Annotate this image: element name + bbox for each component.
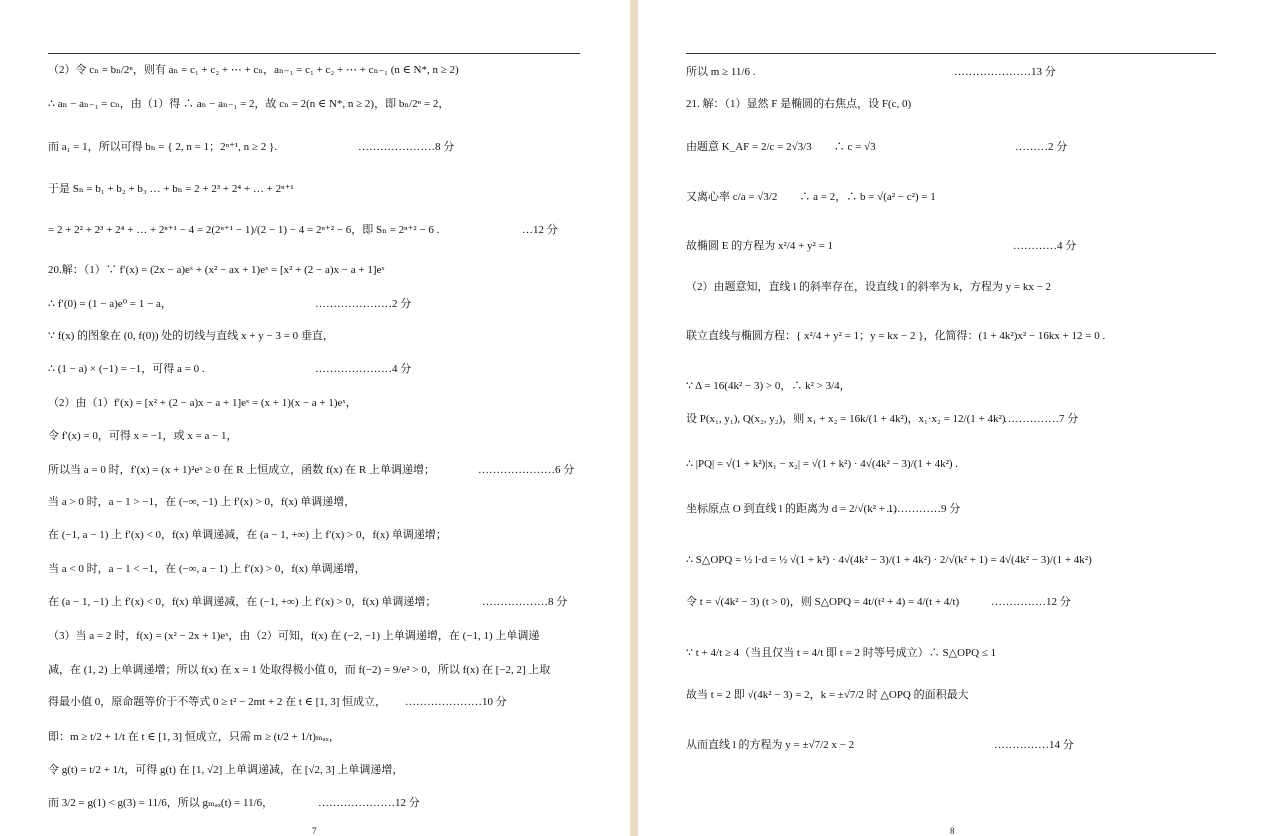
score-mark: …………………13 分 bbox=[954, 66, 1056, 78]
text-line: 减，在 (1, 2) 上单调递增；所以 f(x) 在 x = 1 处取得极小值 0，而 f(−2) = 9/e² > 0，所以 f(x) 在 [−2, 2] 上取 bbox=[48, 664, 551, 676]
text-line: 所以当 a = 0 时，f′(x) = (x + 1)²eˣ ≥ 0 在 R 上恒成立，函数 f(x) 在 R 上单调递增； bbox=[48, 464, 436, 476]
score-mark: …………………8 分 bbox=[358, 141, 455, 153]
score-mark: ……………9 分 bbox=[886, 503, 961, 515]
text-line: 令 t = √(4k² − 3) (t > 0)，则 S△OPQ = 4t/(t² + 4) = 4/(t + 4/t) bbox=[686, 596, 960, 608]
text-line: （2）由题意知，直线 l 的斜率存在，设直线 l 的斜率为 k，方程为 y = kx − 2 bbox=[686, 281, 1052, 293]
text-line: 故当 t = 2 即 √(4k² − 3) = 2，k = ±√7/2 时 △OPQ 的面积最大 bbox=[686, 689, 969, 701]
text-line: 得最小值 0，原命题等价于不等式 0 ≥ t² − 2mt + 2 在 t ∈ [1, 3] 恒成立， bbox=[48, 696, 387, 708]
text-line: 联立直线与椭圆方程：{ x²/4 + y² = 1；y = kx − 2 }，化简得：(1 + 4k²)x² − 16kx + 12 = 0 . bbox=[686, 330, 1106, 342]
text-line: 设 P(x₁, y₁), Q(x₂, y₂)，则 x₁ + x₂ = 16k/(1 + 4k²)，x₁·x₂ = 12/(1 + 4k²) bbox=[686, 413, 1006, 425]
text-line: 故椭圆 E 的方程为 x²/4 + y² = 1 bbox=[686, 240, 834, 252]
text-line: ∴ f′(0) = (1 − a)e⁰ = 1 − a， bbox=[48, 298, 172, 310]
score-mark: ……………12 分 bbox=[991, 596, 1071, 608]
text-line: 而 3/2 = g(1) < g(3) = 11/6，所以 gₘₐₓ(t) = 11/6， bbox=[48, 797, 274, 809]
text-line: （3）当 a = 2 时，f(x) = (x² − 2x + 1)eˣ，由（2）可知，f(x) 在 (−2, −1) 上单调递增，在 (−1, 1) 上单调递 bbox=[48, 630, 540, 642]
text-line: 坐标原点 O 到直线 l 的距离为 d = 2/√(k² + 1) bbox=[686, 503, 897, 515]
text-line: 所以 m ≥ 11/6 . bbox=[686, 66, 756, 78]
text-line: ∴ S△OPQ = ½ l·d = ½ √(1 + k²) · 4√(4k² − 3)/(1 + 4k²) · 2/√(k² + 1) = 4√(4k² − 3)/(1 + 4k²) bbox=[686, 554, 1092, 566]
score-mark: …12 分 bbox=[522, 224, 558, 236]
text-line: ∴ aₙ − aₙ₋₁ = cₙ，由（1）得 ∴ aₙ − aₙ₋₁ = 2，故 cₙ = 2(n ∈ N*, n ≥ 2)，即 bₙ/2ⁿ = 2， bbox=[48, 98, 450, 110]
text-line: ∴ (1 − a) × (−1) = −1，可得 a = 0 . bbox=[48, 363, 205, 375]
text-line: （2）由（1）f′(x) = [x² + (2 − a)x − a + 1]eˣ = (x + 1)(x − a + 1)eˣ， bbox=[48, 397, 357, 409]
book-spine bbox=[630, 0, 638, 836]
text-line: 又离心率 c/a = √3/2 ∴ a = 2，∴ b = √(a² − c²) = 1 bbox=[686, 191, 936, 203]
text-line: = 2 + 2² + 2³ + 2⁴ + … + 2ⁿ⁺¹ − 4 = 2(2ⁿ⁺¹ − 1)/(2 − 1) − 4 = 2ⁿ⁺² − 6，即 Sₙ = 2ⁿ⁺² − 6 . bbox=[48, 224, 440, 236]
text-line: ∵ t + 4/t ≥ 4（当且仅当 t = 4/t 即 t = 2 时等号成立）∴ S△OPQ ≤ 1 bbox=[686, 647, 997, 659]
text-line: 由题意 K_AF = 2/c = 2√3/3 ∴ c = √3 bbox=[686, 141, 876, 153]
score-mark: …………4 分 bbox=[1013, 240, 1077, 252]
text-line: 在 (a − 1, −1) 上 f′(x) < 0，f(x) 单调递减，在 (−1, +∞) 上 f′(x) > 0，f(x) 单调递增； bbox=[48, 596, 437, 608]
text-line: ∵ f(x) 的图象在 (0, f(0)) 处的切线与直线 x + y − 3 = 0 垂直， bbox=[48, 330, 334, 342]
text-line: ∵ Δ = 16(4k² − 3) > 0，∴ k² > 3/4， bbox=[686, 380, 851, 392]
score-mark: …………………6 分 bbox=[478, 464, 575, 476]
top-rule bbox=[686, 53, 1216, 54]
text-line: 当 a < 0 时，a − 1 < −1，在 (−∞, a − 1) 上 f′(x) > 0，f(x) 单调递增， bbox=[48, 563, 366, 575]
text-line: 21. 解：（1）显然 F 是椭圆的右焦点，设 F(c, 0) bbox=[686, 98, 912, 110]
score-mark: ………2 分 bbox=[1015, 141, 1068, 153]
score-mark: …………………10 分 bbox=[405, 696, 507, 708]
text-line: 令 g(t) = t/2 + 1/t，可得 g(t) 在 [1, √2] 上单调递减，在 [√2, 3] 上单调递增， bbox=[48, 764, 404, 776]
top-rule bbox=[48, 53, 580, 54]
page-number: 7 bbox=[312, 826, 317, 836]
score-mark: …………………4 分 bbox=[315, 363, 412, 375]
score-mark: ………………8 分 bbox=[482, 596, 568, 608]
page-right bbox=[638, 0, 1267, 836]
page-number: 8 bbox=[950, 826, 955, 836]
text-line: （2）令 cₙ = bₙ/2ⁿ，则有 aₙ = c₁ + c₂ + ⋯ + cₙ，aₙ₋₁ = c₁ + c₂ + ⋯ + cₙ₋₁ (n ∈ N*, n ≥ 2) bbox=[48, 64, 459, 76]
text-line: 即：m ≥ t/2 + 1/t 在 t ∈ [1, 3] 恒成立，只需 m ≥ (t/2 + 1/t)ₘₐₓ， bbox=[48, 731, 340, 743]
text-line: ∴ |PQ| = √(1 + k²)|x₁ − x₂| = √(1 + k²) · 4√(4k² − 3)/(1 + 4k²) . bbox=[686, 458, 959, 470]
text-line: 当 a > 0 时，a − 1 > −1，在 (−∞, −1) 上 f′(x) > 0，f(x) 单调递增， bbox=[48, 496, 356, 508]
text-line: 于是 Sₙ = b₁ + b₂ + b₃ … + bₙ = 2 + 2³ + 2⁴ + … + 2ⁿ⁺¹ bbox=[48, 183, 294, 195]
text-line: 令 f′(x) = 0，可得 x = −1，或 x = a − 1， bbox=[48, 430, 238, 442]
text-line: 而 a₁ = 1，所以可得 bₙ = { 2, n = 1；2ⁿ⁺¹, n ≥ 2 }. bbox=[48, 141, 278, 153]
score-mark: …………………2 分 bbox=[315, 298, 412, 310]
text-line: 从而直线 l 的方程为 y = ±√7/2 x − 2 bbox=[686, 739, 855, 751]
score-mark: ……………7 分 bbox=[1004, 413, 1079, 425]
score-mark: …………………12 分 bbox=[318, 797, 420, 809]
score-mark: ……………14 分 bbox=[994, 739, 1074, 751]
text-line: 在 (−1, a − 1) 上 f′(x) < 0，f(x) 单调递减，在 (a − 1, +∞) 上 f′(x) > 0，f(x) 单调递增； bbox=[48, 529, 447, 541]
page-left bbox=[0, 0, 630, 836]
text-line: 20.解：（1）∵ f′(x) = (2x − a)eˣ + (x² − ax + 1)eˣ = [x² + (2 − a)x − a + 1]eˣ bbox=[48, 264, 385, 276]
